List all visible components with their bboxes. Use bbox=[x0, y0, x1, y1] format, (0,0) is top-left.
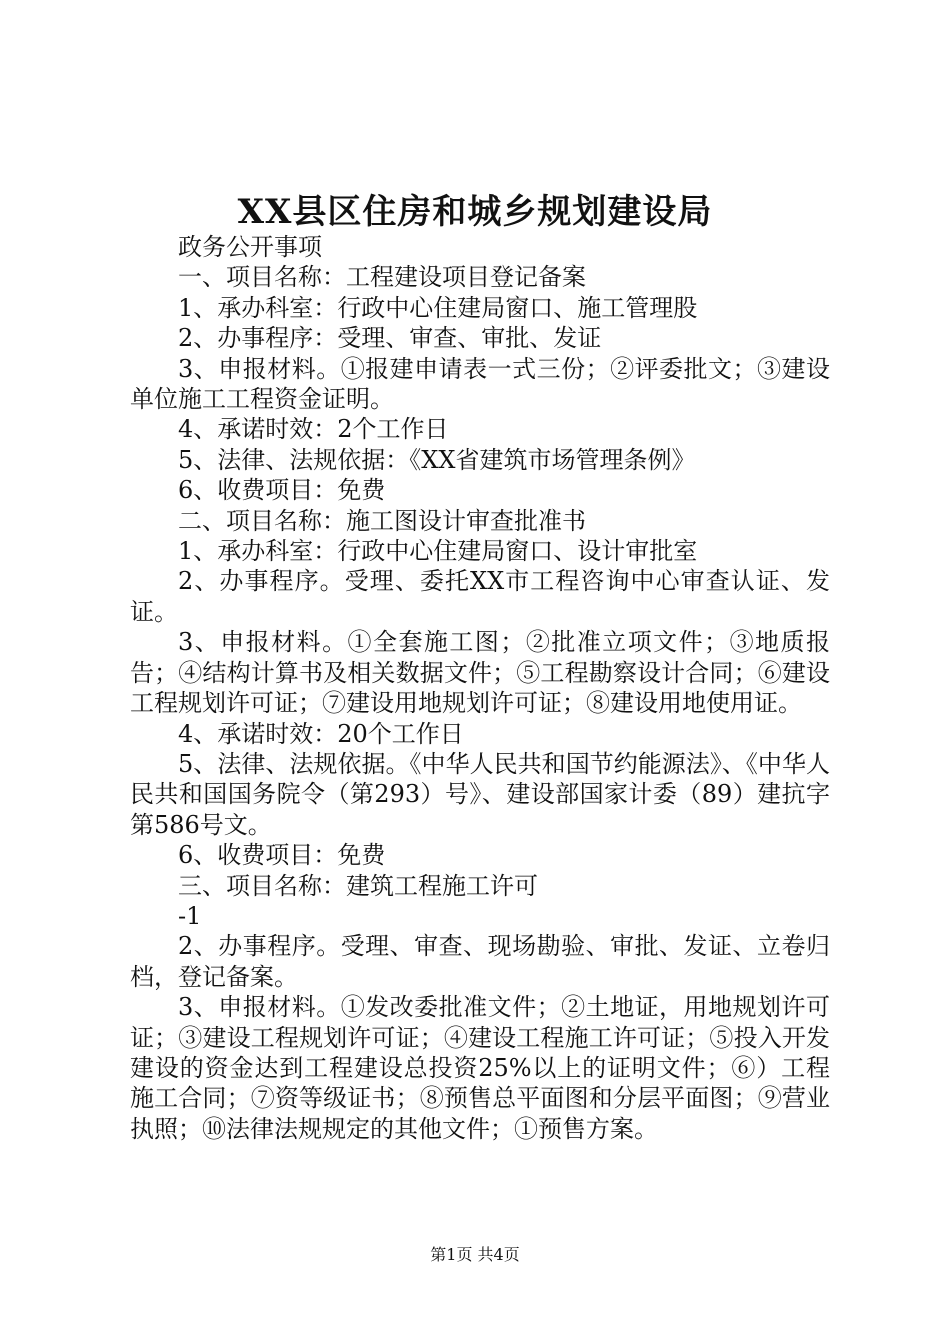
paragraph: 2、办事程序。受理、委托XX市工程咨询中心审查认证、发证。 bbox=[130, 567, 830, 626]
paragraph: 3、申报材料。①发改委批准文件；②土地证，用地规划许可证；③建设工程规划许可证；④建设工程施工许可证；⑤投入开发建设的资金达到工程建设总投资25%以上的证明文件；⑥）工程施工合同；⑦资等级证书；⑧预售总平面图和分层平面图；⑨营业执照；⑩法律法规规定的其他文件；①预售方案。 bbox=[130, 993, 830, 1143]
paragraph: 三、项目名称：建筑工程施工许可 bbox=[178, 871, 538, 900]
paragraph: 一、项目名称：工程建设项目登记备案 bbox=[178, 263, 586, 292]
page-footer: 第1页 共4页 bbox=[430, 1245, 520, 1264]
document-title: XX县区住房和城乡规划建设局 bbox=[237, 192, 713, 232]
paragraph: 5、法律、法规依据。《中华人民共和国节约能源法》、《中华人民共和国国务院令（第293）号》、建设部国家计委（89）建抗字第586号文。 bbox=[130, 749, 830, 839]
paragraph: 1、承办科室：行政中心住建局窗口、施工管理股 bbox=[178, 293, 698, 322]
paragraph: 2、办事程序：受理、审查、审批、发证 bbox=[178, 324, 602, 353]
document-body bbox=[130, 232, 830, 1144]
paragraph: 5、法律、法规依据：《XX省建筑市场管理条例》 bbox=[178, 445, 696, 474]
paragraph: 3、申报材料。①全套施工图；②批准立项文件；③地质报告；④结构计算书及相关数据文件；⑤工程勘察设计合同；⑥建设工程规划许可证；⑦建设用地规划许可证；⑧建设用地使用证。 bbox=[130, 628, 830, 718]
paragraph: 6、收费项目：免费 bbox=[178, 841, 386, 870]
paragraph: 4、承诺时效：2个工作日 bbox=[178, 415, 449, 444]
paragraph: 3、申报材料。①报建申请表一式三份；②评委批文；③建设单位施工工程资金证明。 bbox=[130, 354, 830, 414]
paragraph: 4、承诺时效：20个工作日 bbox=[178, 719, 464, 748]
paragraph: -1 bbox=[178, 901, 202, 930]
paragraph: 1、承办科室：行政中心住建局窗口、设计审批室 bbox=[178, 537, 698, 566]
paragraph: 2、办事程序。受理、审查、现场勘验、审批、发证、立卷归档，登记备案。 bbox=[130, 932, 830, 991]
paragraph: 6、收费项目：免费 bbox=[178, 476, 386, 505]
paragraph: 政务公开事项 bbox=[178, 233, 322, 261]
paragraph: 二、项目名称：施工图设计审查批准书 bbox=[178, 506, 586, 535]
